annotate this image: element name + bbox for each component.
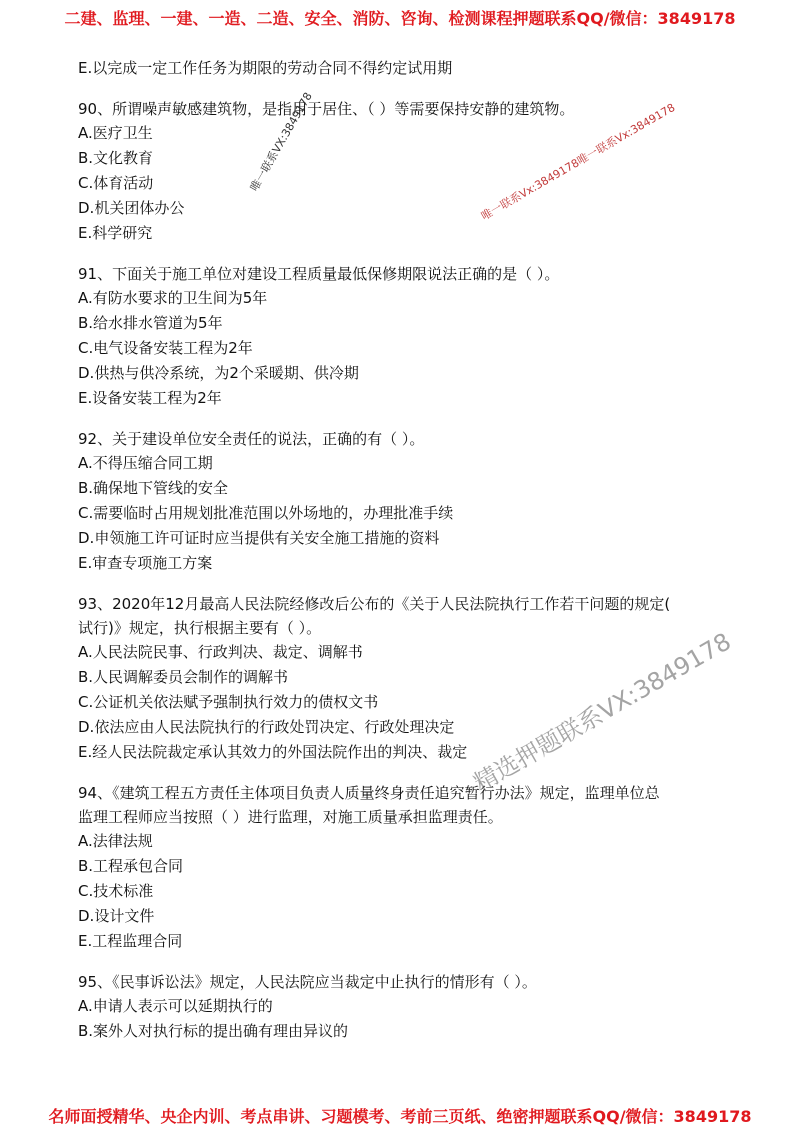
option: C.需要临时占用规划批准范围以外场地的，办理批准手续 <box>78 504 454 522</box>
option: D.机关团体办公 <box>78 199 185 217</box>
question-stem: 95、《民事诉讼法》规定，人民法院应当裁定中止执行的情形有（ ）。 <box>78 973 537 991</box>
option: D.申领施工许可证时应当提供有关安全施工措施的资料 <box>78 529 440 547</box>
question-stem: 90、所谓噪声敏感建筑物，是指用于居住、（ ）等需要保持安静的建筑物。 <box>78 100 575 118</box>
question-stem: 92、关于建设单位安全责任的说法，正确的有（ ）。 <box>78 430 425 448</box>
option: D.依法应由人民法院执行的行政处罚决定、行政处理决定 <box>78 718 455 736</box>
option: B.人民调解委员会制作的调解书 <box>78 668 289 686</box>
question-list <box>78 56 728 1044</box>
previous-option: E.以完成一定工作任务为期限的劳动合同不得约定试用期 <box>78 59 453 77</box>
question-95 <box>78 970 728 1044</box>
option: D.供热与供冷系统，为2个采暖期、供冷期 <box>78 364 359 382</box>
option: A.人民法院民事、行政判决、裁定、调解书 <box>78 643 363 661</box>
question-92 <box>78 427 728 576</box>
option: B.确保地下管线的安全 <box>78 479 229 497</box>
question-stem: 93、2020年12月最高人民法院经修改后公布的《关于人民法院执行工作若干问题的规定( 试行)》规定，执行根据主要有（ ）。 <box>78 595 671 637</box>
option: C.体育活动 <box>78 174 154 192</box>
option: B.工程承包合同 <box>78 857 184 875</box>
option: B.给水排水管道为5年 <box>78 314 223 332</box>
question-90 <box>78 97 728 246</box>
footer-banner: 名师面授精华、央企内训、考点串讲、习题模考、考前三页纸、绝密押题联系QQ/微信：3849178 <box>48 1107 752 1126</box>
option: C.技术标准 <box>78 882 154 900</box>
option: B.文化教育 <box>78 149 154 167</box>
question-94 <box>78 781 728 954</box>
question-91 <box>78 262 728 411</box>
question-stem: 91、下面关于施工单位对建设工程质量最低保修期限说法正确的是（ ）。 <box>78 265 560 283</box>
option: A.法律法规 <box>78 832 153 850</box>
watermark: 唯一联系Vx:3849178唯一联系Vx:3849178 <box>479 100 678 223</box>
question-stem: 94、《建筑工程五方责任主体项目负责人质量终身责任追究暂行办法》规定，监理单位总 监理工程师应当按照（ ）进行监理，对施工质量承担监理责任。 <box>78 784 660 826</box>
option: E.设备安装工程为2年 <box>78 389 222 407</box>
option: E.科学研究 <box>78 224 153 242</box>
option: E.审查专项施工方案 <box>78 554 213 572</box>
option: A.医疗卫生 <box>78 124 153 142</box>
option: C.公证机关依法赋予强制执行效力的债权文书 <box>78 693 379 711</box>
option: A.不得压缩合同工期 <box>78 454 213 472</box>
question-93 <box>78 592 728 765</box>
watermark: 唯一联系VX:3849178 <box>247 90 315 194</box>
option: E.工程监理合同 <box>78 932 183 950</box>
option: A.有防水要求的卫生间为5年 <box>78 289 268 307</box>
option: A.申请人表示可以延期执行的 <box>78 997 273 1015</box>
option: E.经人民法院裁定承认其效力的外国法院作出的判决、裁定 <box>78 743 468 761</box>
header-banner: 二建、监理、一建、一造、二造、安全、消防、咨询、检测课程押题联系QQ/微信：3849178 <box>64 9 736 28</box>
option: C.电气设备安装工程为2年 <box>78 339 253 357</box>
watermark: 精选押题联系VX:3849178 <box>469 627 736 798</box>
option: D.设计文件 <box>78 907 155 925</box>
option: B.案外人对执行标的提出确有理由异议的 <box>78 1022 349 1040</box>
